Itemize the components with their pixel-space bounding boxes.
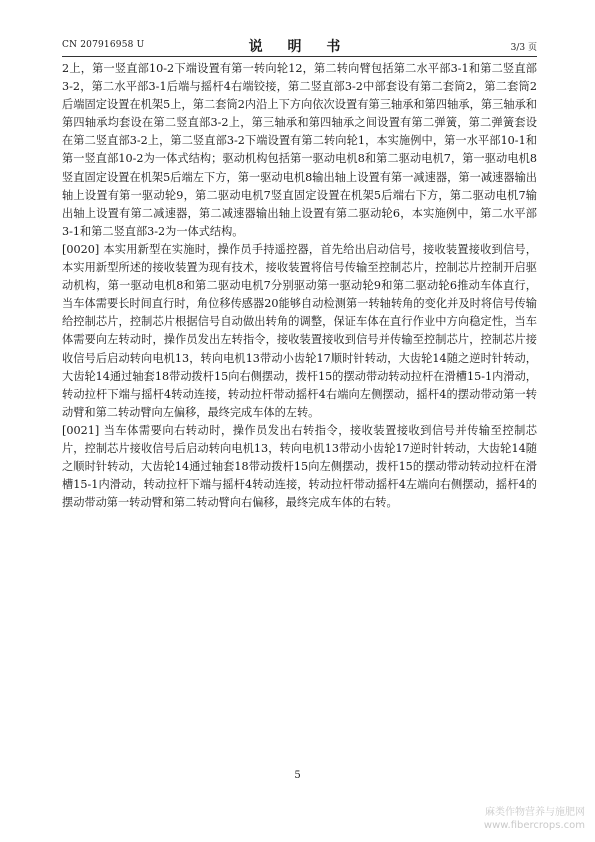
watermark-site-name: 麻类作物营养与施肥网	[485, 807, 585, 818]
paragraph-continuation	[62, 60, 537, 241]
paragraph-number: [0021]	[62, 423, 100, 437]
paragraph-number: [0020]	[62, 242, 100, 256]
page-header	[62, 36, 537, 56]
watermark-url: www.fibercrops.com	[483, 820, 585, 831]
paragraph-0020	[62, 241, 537, 422]
document-number: CN 207916958 U	[62, 40, 145, 50]
paragraph-0021	[62, 422, 537, 512]
paragraph-text: 当车体需要向右转动时，操作员发出右转指令，接收装置接收到信号并传输至控制芯片，控制芯片接收信号后启动转向电机13，转向电机13带动小齿轮17逆时针转动，大齿轮14随之顺时针转动，大齿轮14通过轴套18带动拨杆15向左侧摆动，拨杆15的摆动带动转动拉杆在滑槽15-1内滑动，转动拉杆下端与摇杆4转动连接，转动拉杆带动摇杆4左端向右侧摆动，摇杆4的摆动带动第一转动臂和第二转动臂向右偏移，最终完成车体的右转。	[62, 423, 537, 510]
page-indicator: 3/3 页	[510, 43, 537, 53]
page-number: 5	[294, 770, 301, 781]
paragraph-text: 2上，第一竖直部10-2下端设置有第一转向轮12，第二转向臂包括第二水平部3-1和第二竖直部3-2，第二水平部3-1后端与摇杆4右端铰接，第二竖直部3-2中部套设有第二套筒2，第二套筒2后端固定设置在机架5上，第二套筒2内沿上下方向依次设置有第三轴承和第四轴承，第三轴承和第四轴承均套设在第二竖直部3-2上，第三轴承和第四轴承之间设置有第二弹簧，第二弹簧套设在第二竖直部3-2上，第二竖直部3-2下端设置有第二转向轮1，本实施例中，第一水平部10-1和第一竖直部10-2为一体式结构；驱动机构包括第一驱动电机8和第二驱动电机7，第一驱动电机8竖直固定设置在机架5后端左下方，第一驱动电机8输出轴上设置有第一减速器，第一减速器输出轴上设置有第一驱动轮9，第二驱动电机7竖直固定设置在机架5后端右下方，第二驱动电机7输出轴上设置有第二减速器，第二减速器输出轴上设置有第二驱动轮6，本实施例中，第二水平部3-1和第二竖直部3-2为一体式结构。	[62, 62, 537, 238]
document-title: 说 明 书	[248, 39, 351, 55]
watermark	[484, 806, 585, 832]
header-divider	[62, 56, 537, 57]
document-body	[62, 60, 537, 512]
paragraph-text: 本实用新型在实施时，操作员手持遥控器，首先给出启动信号，接收装置接收到信号，本实用新型所述的接收装置为现有技术，接收装置将信号传输至控制芯片，控制芯片控制开启驱动机构，第一驱动电机8和第二驱动电机7分别驱动第一驱动轮9和第二驱动轮6推动车体直行，当车体需要长时间直行时，角位移传感器20能够自动检测第一转轴转角的变化并及时将信号传输给控制芯片，控制芯片根据信号自动做出转角的调整，保证车体在直行作业中方向稳定性，当车体需要向左转动时，操作员发出左转指令，接收装置接收到信号并传输至控制芯片，控制芯片接收信号后启动转向电机13，转向电机13带动小齿轮17顺时针转动，大齿轮14随之逆时针转动，大齿轮14通过轴套18带动拨杆15向右侧摆动，拨杆15的摆动带动转动拉杆在滑槽15-1内滑动，转动拉杆下端与摇杆4转动连接，转动拉杆带动摇杆4右端向左侧摆动，摇杆4的摆动带动第一转动臂和第二转动臂向左偏移，最终完成车体的左转。	[62, 242, 537, 419]
